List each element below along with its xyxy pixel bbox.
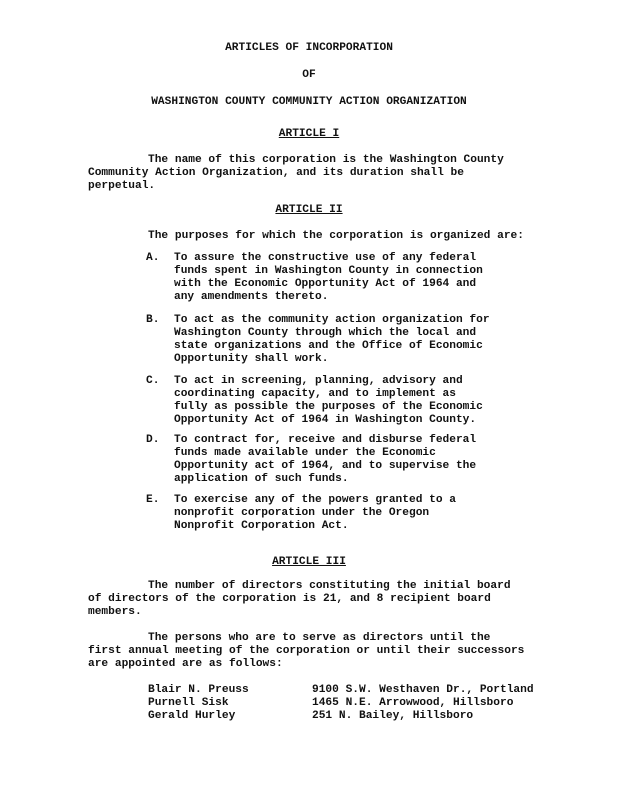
item-letter: D.: [146, 434, 160, 446]
title-line-1: ARTICLES OF INCORPORATION: [225, 42, 393, 54]
article-1-heading: ARTICLE I: [278, 128, 340, 140]
item-text: To assure the constructive use of any federal funds spent in Washington County in connection with the Economic Opportunity Act of 1964 and any amendments thereto.: [174, 252, 483, 303]
article-3-para-2: [88, 632, 568, 671]
item-text: To contract for, receive and disburse federal funds made available under the Economic Opportunity act of 1964, and to supervise the application of such funds.: [174, 434, 477, 485]
director-address: 1465 N.E. Arrowwood, Hillsboro: [312, 697, 514, 709]
item-letter: B.: [146, 314, 160, 326]
item-text: To exercise any of the powers granted to a nonprofit corporation under the Oregon Nonprofit Corporation Act.: [174, 494, 456, 532]
article-1-text: [88, 154, 568, 193]
article-2-intro: The purposes for which the corporation is organized are:: [148, 230, 524, 242]
item-letter: C.: [146, 375, 160, 387]
title-line-3: WASHINGTON COUNTY COMMUNITY ACTION ORGANIZATION: [151, 96, 467, 108]
director-name: Purnell Sisk: [148, 697, 229, 709]
article-3-heading: ARTICLE III: [272, 556, 346, 568]
director-address: 9100 S.W. Westhaven Dr., Portland: [312, 684, 534, 696]
title-line-2: OF: [302, 69, 316, 81]
director-name: Blair N. Preuss: [148, 684, 249, 696]
article-2-heading: ARTICLE II: [275, 204, 343, 216]
article-3-para-2-text: The persons who are to serve as directors until the first annual meeting of the corporation or until their successors are appointed are as follows:: [88, 632, 525, 670]
article-3-para-1-text: The number of directors constituting the initial board of directors of the corporation is 21, and 8 recipient board members.: [88, 580, 511, 618]
director-name: Gerald Hurley: [148, 710, 236, 722]
article-1-body: The name of this corporation is the Washington County Community Action Organization, and its duration shall be perpetual.: [88, 154, 504, 192]
director-address: 251 N. Bailey, Hillsboro: [312, 710, 474, 722]
item-text: To act in screening, planning, advisory and coordinating capacity, and to implement as fully as possible the purposes of the Economic Opportunity Act of 1964 in Washington County.: [174, 375, 483, 426]
item-letter: A.: [146, 252, 160, 264]
article-3-para-1: [88, 580, 568, 619]
item-letter: E.: [146, 494, 160, 506]
item-text: To act as the community action organization for Washington County through which the local and state organizations and the Office of Economic Opportunity shall work.: [174, 314, 490, 365]
